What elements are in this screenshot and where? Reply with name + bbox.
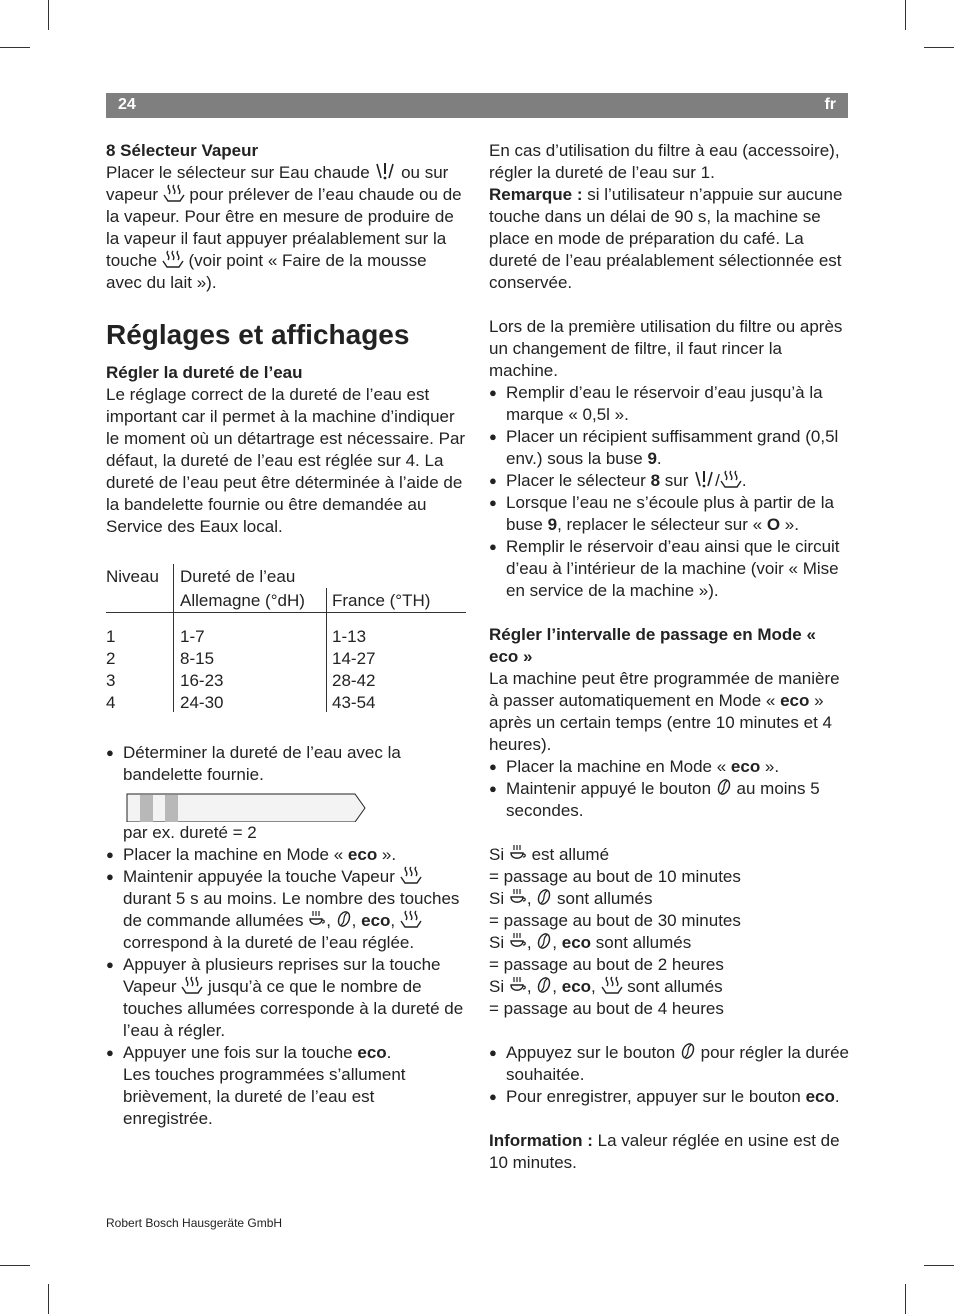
case-10min: Si est allumé bbox=[489, 845, 610, 864]
hardness-title: Régler la dureté de l’eau bbox=[106, 363, 303, 382]
steam-icon bbox=[181, 976, 203, 994]
language-code: fr bbox=[824, 96, 836, 113]
crop-mark bbox=[48, 1284, 49, 1314]
list-item: ● Appuyer à plusieurs reprises sur la touche Vapeur jusqu’à ce que le nombre de touches allumées corresponde à la dureté de l’eau à régler. bbox=[106, 955, 464, 1040]
crop-mark bbox=[0, 47, 30, 48]
page-number: 24 bbox=[118, 96, 136, 113]
steam-icon bbox=[162, 250, 184, 268]
table-cell: 4 bbox=[106, 693, 116, 712]
steam-icon bbox=[400, 910, 422, 928]
information: Information : La valeur réglée en usine est de 10 minutes. bbox=[489, 1131, 840, 1172]
crop-mark bbox=[924, 47, 954, 48]
steam-icon bbox=[163, 184, 185, 202]
table-cell: 24-30 bbox=[180, 693, 224, 712]
list-item: ● Placer le sélecteur 8 sur / . bbox=[489, 471, 747, 490]
case-4h: Si , , eco, sont allumés bbox=[489, 977, 723, 996]
section-8-text: Placer le sélecteur sur Eau chaude ou sur vapeur pour prélever de l’eau chaude ou de la vapeur. Pour être en mesure de produire de la vapeur il faut appuyer préalablement sur la touche (voir point « Faire de la mousse avec du lait »). bbox=[106, 163, 462, 292]
footer-company: Robert Bosch Hausgeräte GmbH bbox=[106, 1216, 283, 1230]
crop-mark bbox=[48, 0, 49, 30]
coffee-bean-icon bbox=[536, 888, 552, 906]
steam-icon bbox=[601, 976, 623, 994]
case-30min-result: = passage au bout de 30 minutes bbox=[489, 911, 741, 930]
page-header-bar bbox=[106, 93, 848, 118]
hardness-table bbox=[106, 560, 466, 720]
filter-text: En cas d’utilisation du filtre à eau (accessoire), régler la dureté de l’eau sur 1. bbox=[489, 141, 840, 182]
crop-mark bbox=[905, 1284, 906, 1314]
coffee-cup-icon bbox=[308, 910, 326, 928]
case-30min: Si , sont allumés bbox=[489, 889, 653, 908]
steam-icon bbox=[720, 470, 742, 488]
remark: Remarque : si l’utilisateur n’appuie sur aucune touche dans un délai de 90 s, la machine se place en mode de préparation du café. La dureté de l’eau préalablement sélectionnée est conservée. bbox=[489, 185, 843, 292]
table-cell: 16-23 bbox=[180, 671, 224, 690]
hardness-text: Le réglage correct de la dureté de l’eau est important car il permet à la machine d’indiquer le moment où un détartrage est nécessaire. Par défaut, la dureté de l’eau est réglée sur 4. La dureté de l’eau peut être déterminée à l’aide de la bandelette fournie ou être demandée au Service des Eaux local. bbox=[106, 385, 466, 536]
crop-mark bbox=[0, 1265, 30, 1266]
eco-text: La machine peut être programmée de manière à passer automatiquement en Mode « eco » après un certain temps (entre 10 minutes et 4 heures). bbox=[489, 669, 840, 754]
coffee-cup-icon bbox=[509, 932, 527, 950]
eco-title: Régler l’intervalle de passage en Mode « eco » bbox=[489, 625, 816, 666]
crop-mark bbox=[924, 1265, 954, 1266]
coffee-cup-icon bbox=[509, 888, 527, 906]
steam-icon bbox=[400, 866, 422, 884]
rinse-text: Lors de la première utilisation du filtre ou après un changement de filtre, il faut rincer la machine. bbox=[489, 317, 843, 380]
hot-water-icon bbox=[693, 470, 715, 488]
list-item: ● Remplir le réservoir d’eau ainsi que le circuit d’eau à l’intérieur de la machine (voir « Mise en service de la machine »). bbox=[489, 537, 840, 600]
example-text: par ex. dureté = 2 bbox=[123, 823, 257, 842]
table-header-durete: Dureté de l’eau bbox=[180, 567, 296, 586]
table-cell: 1 bbox=[106, 627, 116, 646]
list-item: ● Pour enregistrer, appuyer sur le bouton eco. bbox=[489, 1087, 840, 1106]
hot-water-icon bbox=[374, 162, 396, 180]
list-item: ● Maintenir appuyée la touche Vapeur durant 5 s au moins. Le nombre des touches de commande allumées , , eco, correspond à la dureté de l’eau réglée. bbox=[106, 867, 460, 952]
table-header-allemagne: Allemagne (°dH) bbox=[180, 591, 305, 610]
case-2h-result: = passage au bout de 2 heures bbox=[489, 955, 724, 974]
coffee-cup-icon bbox=[509, 976, 527, 994]
table-cell: 3 bbox=[106, 671, 116, 690]
table-cell: 1-7 bbox=[180, 627, 205, 646]
list-item: ● Déterminer la dureté de l’eau avec la bandelette fournie. bbox=[106, 743, 401, 784]
table-cell: 28-42 bbox=[332, 671, 376, 690]
table-header-niveau: Niveau bbox=[106, 567, 159, 586]
left-column bbox=[106, 140, 466, 1130]
right-column bbox=[489, 140, 849, 1174]
coffee-bean-icon bbox=[716, 778, 732, 796]
coffee-bean-icon bbox=[536, 976, 552, 994]
coffee-bean-icon bbox=[536, 932, 552, 950]
test-strip-illustration bbox=[123, 786, 466, 822]
list-item: ● Maintenir appuyé le bouton au moins 5 secondes. bbox=[489, 779, 820, 820]
case-10min-result: = passage au bout de 10 minutes bbox=[489, 867, 741, 886]
list-item: ● Lorsque l’eau ne s’écoule plus à partir de la buse 9, replacer le sélecteur sur « O ». bbox=[489, 493, 834, 534]
table-cell: 8-15 bbox=[180, 649, 215, 668]
list-item: ● Placer la machine en Mode « eco ». bbox=[489, 757, 780, 776]
section-8-title: 8 Sélecteur Vapeur bbox=[106, 141, 259, 160]
table-cell: 43-54 bbox=[332, 693, 376, 712]
list-item: ● Placer un récipient suffisamment grand (0,5l env.) sous la buse 9. bbox=[489, 427, 839, 468]
coffee-bean-icon bbox=[336, 910, 352, 928]
coffee-bean-icon bbox=[680, 1042, 696, 1060]
list-item: ● Appuyer une fois sur la touche eco. Les touches programmées s’allument brièvement, la dureté de l’eau est enregistrée. bbox=[106, 1043, 406, 1128]
table-cell: 2 bbox=[106, 649, 116, 668]
table-cell: 1-13 bbox=[332, 627, 367, 646]
table-cell: 14-27 bbox=[332, 649, 376, 668]
list-item: ● Placer la machine en Mode « eco ». bbox=[106, 845, 397, 864]
case-2h: Si , , eco sont allumés bbox=[489, 933, 692, 952]
table-header-france: France (°TH) bbox=[332, 591, 431, 610]
section-heading: Réglages et affichages bbox=[106, 319, 410, 350]
crop-mark bbox=[905, 0, 906, 30]
list-item: ● Appuyez sur le bouton pour régler la durée souhaitée. bbox=[489, 1043, 849, 1084]
case-4h-result: = passage au bout de 4 heures bbox=[489, 999, 724, 1018]
list-item: ● Remplir d’eau le réservoir d’eau jusqu’à la marque « 0,5l ». bbox=[489, 383, 823, 424]
coffee-cup-icon bbox=[509, 844, 527, 862]
